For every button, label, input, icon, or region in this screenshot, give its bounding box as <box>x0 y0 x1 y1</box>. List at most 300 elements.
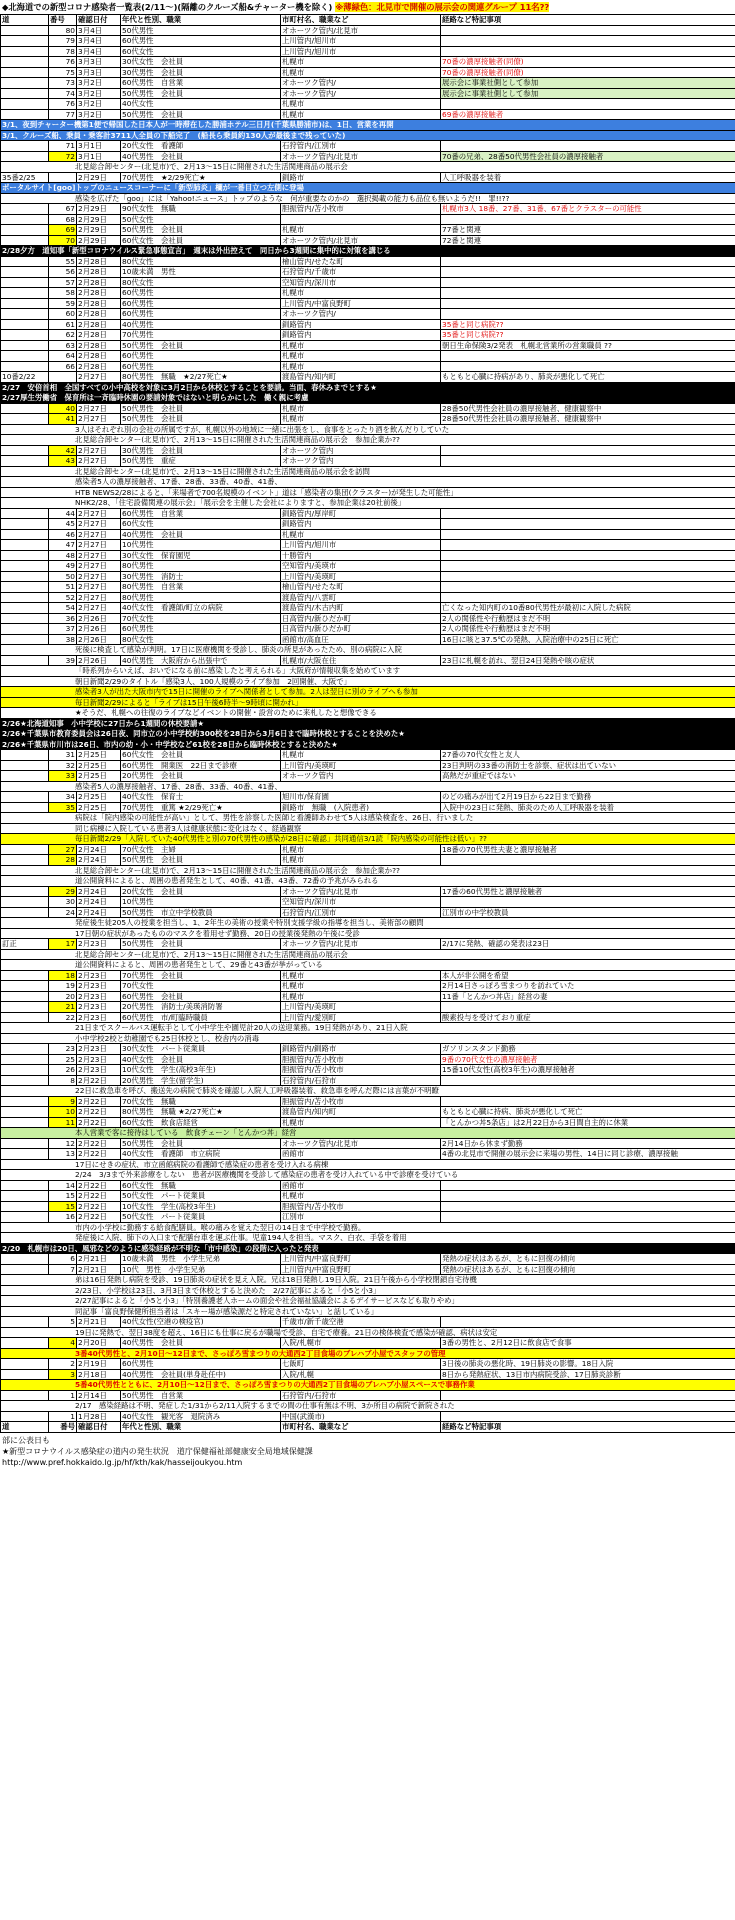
table-row <box>1 57 735 68</box>
table-row <box>1 1054 735 1065</box>
cell-age-sex: 70代女性 主婦 <box>121 844 281 855</box>
cell-age-sex: 70代男性 会社員 <box>121 970 281 981</box>
table-row <box>1 235 735 246</box>
table-row <box>1 372 735 383</box>
cell-prefecture-note <box>1 802 49 813</box>
note-row <box>1 739 735 750</box>
note-row <box>1 1023 735 1034</box>
cell-date: 2月27日 <box>77 550 121 561</box>
table-row <box>1 403 735 414</box>
table-row <box>1 1201 735 1212</box>
cell-age-sex: 50代男性 会社員 <box>121 109 281 120</box>
cell-date: 2月27日 <box>77 519 121 530</box>
cell-age-sex: 60代女性 <box>121 46 281 57</box>
cell-municipality: オホーツク管内/ <box>281 78 441 89</box>
cell-number: 25 <box>49 1054 77 1065</box>
cell-date: 2月22日 <box>77 1096 121 1107</box>
cell-age-sex: 20代女性 会社員 <box>121 886 281 897</box>
cell-prefecture-note <box>1 456 49 467</box>
cell-municipality: 札幌市 <box>281 1117 441 1128</box>
cell-number: 72 <box>49 151 77 162</box>
table-row <box>1 67 735 78</box>
cell-number: 42 <box>49 445 77 456</box>
note-text: 感染者3人が出た大阪市内で15日に開催のライブへ関係者として参加。2人は翌日に別のライブへも参加 <box>1 687 735 698</box>
cell-number: 15 <box>49 1201 77 1212</box>
cell-number: 45 <box>49 519 77 530</box>
cell-age-sex: 70代男性 <box>121 330 281 341</box>
title-main: ◆北海道での新型コロナ感染者一覧表(2/11〜)(隔離のクルーズ船&チャーター機を除く) <box>2 2 333 12</box>
cell-date: 2月28日 <box>77 309 121 320</box>
table-row <box>1 141 735 152</box>
table-row <box>1 1411 735 1422</box>
cell-municipality: 釧路管内/釧路市 <box>281 1044 441 1055</box>
cell-date: 2月22日 <box>77 1191 121 1202</box>
cell-number: 30 <box>49 897 77 908</box>
table-body <box>1 25 735 1432</box>
cell-number: 8 <box>49 1075 77 1086</box>
cell-municipality: 胆振管内/苫小牧市 <box>281 1054 441 1065</box>
cell-prefecture-note <box>1 57 49 68</box>
cell-date: 2月23日 <box>77 939 121 950</box>
cell-number: 11 <box>49 1117 77 1128</box>
cell-number: 67 <box>49 204 77 215</box>
table-row <box>1 970 735 981</box>
note-text: 朝日新聞2/29のタイトル「感染3人、100人規模のライブ参加 2回開催、大阪で」 <box>1 676 735 687</box>
cell-number: 29 <box>49 886 77 897</box>
cell-notes: 23日に札幌を訪れ、翌日24日発熱や咳の症状 <box>441 655 735 666</box>
cell-municipality: 江別市 <box>281 1212 441 1223</box>
cell-notes <box>441 529 735 540</box>
cell-age-sex: 60代女性 無職 <box>121 1180 281 1191</box>
note-row <box>1 876 735 887</box>
cell-prefecture-note <box>1 277 49 288</box>
cell-date: 3月3日 <box>77 57 121 68</box>
note-row <box>1 918 735 929</box>
cell-municipality: 釧路市 無職 (入院患者) <box>281 802 441 813</box>
cell-notes: 18番の70代男性夫妻と濃厚接触者 <box>441 844 735 855</box>
cell-age-sex: 10代男性 <box>121 540 281 551</box>
cell-municipality: 札幌市 <box>281 970 441 981</box>
cell-age-sex: 60代男性 会社員 <box>121 991 281 1002</box>
cell-prefecture-note <box>1 309 49 320</box>
cell-municipality: オホーツク管内/北見市 <box>281 151 441 162</box>
cell-notes <box>441 1390 735 1401</box>
cell-prefecture-note <box>1 1254 49 1265</box>
cell-prefecture-note <box>1 760 49 771</box>
cell-municipality: 札幌市/大阪在住 <box>281 655 441 666</box>
note-row <box>1 813 735 824</box>
cell-age-sex: 10歳未満 男性 小学生兄弟 <box>121 1254 281 1265</box>
cell-prefecture-note <box>1 1054 49 1065</box>
cell-municipality: 札幌市 <box>281 855 441 866</box>
cell-age-sex: 50代男性 会社員 <box>121 403 281 414</box>
cell-age-sex: 40代女性 看護師/町立の病院 <box>121 603 281 614</box>
cell-prefecture-note <box>1 67 49 78</box>
table-row <box>1 330 735 341</box>
table-row <box>1 603 735 614</box>
cell-number: 番号 <box>49 1422 77 1433</box>
cell-date: 2月25日 <box>77 771 121 782</box>
table-row <box>1 1012 735 1023</box>
cell-municipality: 石狩管内/江別市 <box>281 907 441 918</box>
note-text: 発症後生徒205人の授業を担当し、1、2年生の美術の授業や特別支援学級の指導を担当し、美術部の顧問 <box>1 918 735 929</box>
cell-date: 2月27日 <box>77 592 121 603</box>
cell-prefecture-note: 10番2/22 <box>1 372 49 383</box>
cell-age-sex: 40代女性 観光客 退院済み <box>121 1411 281 1422</box>
note-text: 北見総合卸センター(北見市)で、2月13〜15日に開催された生活関連商品の展示会 <box>1 949 735 960</box>
cell-notes: 入院中の23日に発熱、肺炎のため人工呼吸器を装着 <box>441 802 735 813</box>
note-text: 同記事「富良野保健所担当者は「スキー場が感染源だと特定されていない」と話している」 <box>1 1306 735 1317</box>
cell-number: 78 <box>49 46 77 57</box>
note-row <box>1 382 735 393</box>
cell-age-sex: 40代男性 会社員(単身赴任中) <box>121 1369 281 1380</box>
table-row <box>1 529 735 540</box>
note-row <box>1 1275 735 1286</box>
cell-prefecture-note <box>1 540 49 551</box>
note-text: 道公開資料によると、周囲の患者発生として、29番と43番が挙がっている <box>1 960 735 971</box>
note-row <box>1 666 735 677</box>
cell-number: 14 <box>49 1180 77 1191</box>
cell-age-sex: 50代男性 自営業 <box>121 1390 281 1401</box>
cell-notes: 23日判明の33番の消防士を診察、症状は出ていない <box>441 760 735 771</box>
cell-municipality: 上川管内/愛別町 <box>281 1012 441 1023</box>
cell-prefecture-note <box>1 981 49 992</box>
cell-municipality: 胆振管内/苫小牧市 <box>281 1065 441 1076</box>
table-row <box>1 571 735 582</box>
case-table <box>0 14 735 1433</box>
cell-municipality: オホーツク管内 <box>281 771 441 782</box>
cell-municipality: 石狩管内/石狩市 <box>281 1075 441 1086</box>
table-row <box>1 319 735 330</box>
cell-number: 16 <box>49 1212 77 1223</box>
cell-age-sex: 70代女性 <box>121 613 281 624</box>
cell-notes: 17番の60代男性と濃厚接触者 <box>441 886 735 897</box>
cell-notes: もともと心臓に持病があり、肺炎が悪化して死亡 <box>441 372 735 383</box>
note-text: 本人営業で客に接待はしている 飲食チェーン「とんかつ丼」経営 <box>1 1128 735 1139</box>
note-row <box>1 697 735 708</box>
cell-number: 9 <box>49 1096 77 1107</box>
cell-date: 2月25日 <box>77 802 121 813</box>
cell-number: 1 <box>49 1390 77 1401</box>
table-row <box>1 1138 735 1149</box>
cell-date: 2月19日 <box>77 1359 121 1370</box>
cell-date: 1月28日 <box>77 1411 121 1422</box>
cell-date: 2月20日 <box>77 1338 121 1349</box>
table-row <box>1 204 735 215</box>
cell-prefecture-note: 35番2/25 <box>1 172 49 183</box>
note-row <box>1 718 735 729</box>
cell-number: 24 <box>49 907 77 918</box>
cell-number <box>49 372 77 383</box>
cell-notes <box>441 519 735 530</box>
cell-municipality: 旭川市/保育園 <box>281 792 441 803</box>
cell-prefecture-note <box>1 855 49 866</box>
cell-age-sex: 20代男性 会社員 <box>121 771 281 782</box>
table-row <box>1 844 735 855</box>
cell-number: 23 <box>49 1044 77 1055</box>
cell-date: 2月27日 <box>77 582 121 593</box>
col-header: 市町村名、職業など <box>281 15 441 26</box>
note-row <box>1 834 735 845</box>
table-row <box>1 792 735 803</box>
cell-prefecture-note <box>1 571 49 582</box>
note-text: 小中学校2校と幼稚園でも25日休校とし、校舎内の消毒 <box>1 1033 735 1044</box>
col-header: 経路など特記事項 <box>441 15 735 26</box>
cell-municipality: 札幌市 <box>281 844 441 855</box>
cell-prefecture-note <box>1 624 49 635</box>
cell-municipality: 石狩管内/千歳市 <box>281 267 441 278</box>
note-text: 2/20 札幌市は20日、風邪などのように感染経路が不明な「市中感染」の段階に入ったと発表 <box>1 1243 735 1254</box>
cell-notes: 2月14日さっぽろ雪まつりを訪れていた <box>441 981 735 992</box>
cell-municipality: 上川管内/美瑛町 <box>281 1002 441 1013</box>
cell-prefecture-note <box>1 214 49 225</box>
cell-date: 2月24日 <box>77 886 121 897</box>
note-text: 死後に検査して感染が判明。17日に医療機関を受診し、肺炎の所見があったため、別の病院に入院 <box>1 645 735 656</box>
cell-prefecture-note <box>1 970 49 981</box>
table-header <box>1 15 735 26</box>
table-row <box>1 151 735 162</box>
cell-age-sex: 40代男性 大阪府から出張中で <box>121 655 281 666</box>
cell-notes: 70番の兄弟、28番50代男性会社員の濃厚接触者 <box>441 151 735 162</box>
cell-prefecture-note <box>1 351 49 362</box>
cell-number: 43 <box>49 456 77 467</box>
cell-notes: 11番「とんかつ丼店」経営の妻 <box>441 991 735 1002</box>
cell-prefecture-note <box>1 750 49 761</box>
cell-municipality: オホーツク管内/ <box>281 88 441 99</box>
footer-url[interactable]: http://www.pref.hokkaido.lg.jp/hf/kth/kak/hasseijoukyou.htm <box>2 1457 243 1467</box>
cell-municipality: 上川管内/旭川市 <box>281 46 441 57</box>
cell-date: 2月23日 <box>77 1012 121 1023</box>
note-text: 感染を広げた「goo」には「Yahoo!ニュース」トップのような 何が重要なのかの 選択掲載の能力も品位も無いようだ!! 罪!!?? <box>1 193 735 204</box>
cell-notes <box>441 36 735 47</box>
cell-number: 56 <box>49 267 77 278</box>
note-text: 発症後に入院、肺下の入口まで配膳台車を運ぶ仕事。児童194人を担当。マスク、白衣、手袋を着用 <box>1 1233 735 1244</box>
page-title <box>0 0 735 14</box>
cell-date: 2月23日 <box>77 1044 121 1055</box>
cell-date: 2月26日 <box>77 613 121 624</box>
cell-date: 3月1日 <box>77 141 121 152</box>
cell-prefecture-note <box>1 88 49 99</box>
cell-notes <box>441 1317 735 1328</box>
note-text: 17日にせきの症状、市立函館病院の看護師で感染症の患者を受け入れる病棟 <box>1 1159 735 1170</box>
table-row <box>1 991 735 1002</box>
cell-number: 7 <box>49 1264 77 1275</box>
cell-number: 44 <box>49 508 77 519</box>
cell-prefecture-note <box>1 1180 49 1191</box>
note-row <box>1 435 735 446</box>
cell-prefecture-note <box>1 886 49 897</box>
cell-number: 46 <box>49 529 77 540</box>
cell-notes: 16日に咳と37.5℃の発熱、入院治療中の25日に死亡 <box>441 634 735 645</box>
cell-municipality: 札幌市 <box>281 750 441 761</box>
cell-notes: 発熱の症状はあるが、ともに回復の傾向 <box>441 1264 735 1275</box>
note-text: 北見総合卸センター(北見市)で、2月13〜15日に開催された生活関連商品の展示会を訪問 <box>1 466 735 477</box>
note-text: 2/24 3/3まで外来診療をしない 患者が医療機関を受診して感染症の患者を受け入れている中で診療を受けている <box>1 1170 735 1181</box>
cell-age-sex: 50代男性 会社員 <box>121 225 281 236</box>
cell-date: 2月28日 <box>77 267 121 278</box>
cell-age-sex: 50代男性 重症 <box>121 456 281 467</box>
note-row <box>1 246 735 257</box>
note-text: 毎日新聞2/29「入院していた40代男性と別の70代男性の感染が28日に確認」共同通信3/1読「院内感染の可能性は低い」?? <box>1 834 735 845</box>
cell-notes: 3日後の肺炎の悪化時、19日肺炎の影響。18日入院 <box>441 1359 735 1370</box>
table-row <box>1 414 735 425</box>
note-text: 3/1、夜到チャーター機第1便で帰国した日本人が一時滞在した勝浦ホテル三日月(千葉県勝浦市)は、1日、営業を再開 <box>1 120 735 131</box>
note-text: 2/23日、小学校は23日、3月3日まで休校とすると決めた 2/27記事によると「小5と小3」 <box>1 1285 735 1296</box>
cell-notes <box>441 508 735 519</box>
cell-date: 2月21日 <box>77 1254 121 1265</box>
table-row <box>1 46 735 57</box>
cell-age-sex: 50代女性 パート従業員 <box>121 1191 281 1202</box>
cell-number: 37 <box>49 624 77 635</box>
note-row <box>1 823 735 834</box>
cell-number: 10 <box>49 1107 77 1118</box>
cell-municipality: 札幌市 <box>281 67 441 78</box>
cell-municipality: 釧路管内/厚岸町 <box>281 508 441 519</box>
table-row <box>1 1338 735 1349</box>
cell-notes <box>441 592 735 603</box>
table-row <box>1 78 735 89</box>
table-row <box>1 214 735 225</box>
cell-date: 2月18日 <box>77 1369 121 1380</box>
cell-municipality: 空知管内/深川市 <box>281 897 441 908</box>
cell-age-sex: 10代女性 学生(高校3年生) <box>121 1065 281 1076</box>
cell-date: 2月28日 <box>77 298 121 309</box>
cell-notes <box>441 351 735 362</box>
cell-date: 3月4日 <box>77 25 121 36</box>
cell-date: 3月4日 <box>77 46 121 57</box>
cell-age-sex: 60代男性 <box>121 298 281 309</box>
cell-age-sex: 70代男性 ★2/29死亡★ <box>121 172 281 183</box>
table-row <box>1 267 735 278</box>
table-row <box>1 750 735 761</box>
cell-date: 2月27日 <box>77 456 121 467</box>
cell-prefecture-note <box>1 1264 49 1275</box>
table-row <box>1 288 735 299</box>
cell-prefecture-note <box>1 235 49 246</box>
cell-age-sex: 10代女性 学生(高校3年生) <box>121 1201 281 1212</box>
cell-number: 36 <box>49 613 77 624</box>
cell-date: 2月24日 <box>77 855 121 866</box>
cell-municipality: 札幌市 <box>281 1191 441 1202</box>
cell-prefecture-note <box>1 508 49 519</box>
cell-prefecture-note <box>1 1149 49 1160</box>
cell-notes: 35番と同じ病院?? <box>441 330 735 341</box>
cell-date: 2月29日 <box>77 204 121 215</box>
cell-notes: 69番の濃厚接触者 <box>441 109 735 120</box>
cell-age-sex: 80代男性 <box>121 561 281 572</box>
cell-age-sex: 50代男性 会社員 <box>121 88 281 99</box>
cell-prefecture-note <box>1 1012 49 1023</box>
note-text: 2/26★千葉県市教育委員会は26日夜、同市立の小中学校約300校を28日から3月6日まで臨時休校とすることを決めた★ <box>1 729 735 740</box>
cell-date: 2月21日 <box>77 1264 121 1275</box>
cell-notes <box>441 288 735 299</box>
cell-number: 50 <box>49 571 77 582</box>
cell-municipality: 十勝管内 <box>281 550 441 561</box>
note-row <box>1 162 735 173</box>
cell-age-sex: 30代女性 保育園児 <box>121 550 281 561</box>
cell-prefecture-note <box>1 771 49 782</box>
cell-age-sex: 40代男性 会社員 <box>121 151 281 162</box>
note-row <box>1 949 735 960</box>
cell-prefecture-note <box>1 550 49 561</box>
cell-date: 2月28日 <box>77 319 121 330</box>
note-row <box>1 781 735 792</box>
cell-age-sex: 60代男性 市/町臨時職員 <box>121 1012 281 1023</box>
cell-prefecture-note <box>1 330 49 341</box>
cell-number: 79 <box>49 36 77 47</box>
cell-date: 2月29日 <box>77 235 121 246</box>
cell-prefecture-note <box>1 1138 49 1149</box>
cell-age-sex: 60代男性 開業医 22日まで診療 <box>121 760 281 771</box>
cell-age-sex: 60代男性 <box>121 624 281 635</box>
cell-number: 69 <box>49 225 77 236</box>
note-text: 北見総合卸センター(北見市)で、2月13〜15日に開催された生活関連商品の展示会 参加企業か?? <box>1 865 735 876</box>
cell-date: 2月25日 <box>77 750 121 761</box>
cell-age-sex: 40代女性 <box>121 99 281 110</box>
cell-date: 2月27日 <box>77 571 121 582</box>
cell-date: 2月28日 <box>77 256 121 267</box>
note-text: 弟は16日発熱し病院を受診、19日肺炎の症状を見え入院。兄は18日発熱し19日入院。21日午後から小学校閉鎖自宅待機 <box>1 1275 735 1286</box>
table-row <box>1 592 735 603</box>
cell-date: 2月22日 <box>77 1107 121 1118</box>
note-row <box>1 120 735 131</box>
cell-municipality: 上川管内/中富良野町 <box>281 1254 441 1265</box>
cell-municipality: 上川管内/美瑛町 <box>281 571 441 582</box>
note-row <box>1 1222 735 1233</box>
cell-notes: 72番と関連 <box>441 235 735 246</box>
cell-prefecture-note <box>1 1411 49 1422</box>
cell-municipality: 檜山管内/せたな町 <box>281 256 441 267</box>
table-row <box>1 445 735 456</box>
cell-municipality: オホーツク管内/北見市 <box>281 235 441 246</box>
cell-age-sex: 50代女性 <box>121 214 281 225</box>
note-text: 2/27厚生労働省 保育所は一斉臨時休園の要請対象ではないと明らかにした 働く親に考慮 <box>1 393 735 404</box>
cell-municipality: 上川管内/中富良野町 <box>281 1264 441 1275</box>
note-text: ポータルサイト[goo]トップのニュースコーナーに「新型肺炎」欄が一番目立つ左側に登場 <box>1 183 735 194</box>
cell-age-sex: 80代女性 <box>121 256 281 267</box>
cell-municipality: 札幌市 <box>281 225 441 236</box>
cell-municipality: 胆振管内/苫小牧市 <box>281 1096 441 1107</box>
cell-municipality: 渡島管内/知内町 <box>281 372 441 383</box>
cell-municipality: オホーツク管内 <box>281 456 441 467</box>
cell-age-sex: 20代男性 学生(留学生) <box>121 1075 281 1086</box>
table-row <box>1 36 735 47</box>
cell-notes: 35番と同じ病院?? <box>441 319 735 330</box>
cell-prefecture-note <box>1 603 49 614</box>
cell-number: 39 <box>49 655 77 666</box>
cell-municipality: オホーツク管内/ <box>281 309 441 320</box>
table-row <box>1 1096 735 1107</box>
cell-date: 2月22日 <box>77 1180 121 1191</box>
cell-municipality: 市町村名、職業など <box>281 1422 441 1433</box>
note-row <box>1 1243 735 1254</box>
cell-notes: 高熱だが重症ではない <box>441 771 735 782</box>
cell-municipality: 函館市/高血圧 <box>281 634 441 645</box>
cell-notes <box>441 550 735 561</box>
note-text: 北見総合卸センター(北見市)で、2月13〜15日に開催された生活関連商品の展示会 <box>1 162 735 173</box>
table-footer-header <box>1 1422 735 1433</box>
note-text: 17日朝の症状があったもののマスクを着用せず勤務、20日の授業後発熱の午後に受診 <box>1 928 735 939</box>
note-text: 「時系列からいえば、おいでになる前に感染したと考えられる」大阪府が情報収集を始めています <box>1 666 735 677</box>
cell-notes <box>441 256 735 267</box>
cell-number: 60 <box>49 309 77 320</box>
table-row <box>1 1369 735 1380</box>
cell-age-sex: 60代男性 <box>121 351 281 362</box>
cell-notes <box>441 582 735 593</box>
cell-age-sex: 70代男性 重篤 ★2/29死亡★ <box>121 802 281 813</box>
cell-municipality: 釧路市 <box>281 172 441 183</box>
cell-prefecture-note <box>1 403 49 414</box>
